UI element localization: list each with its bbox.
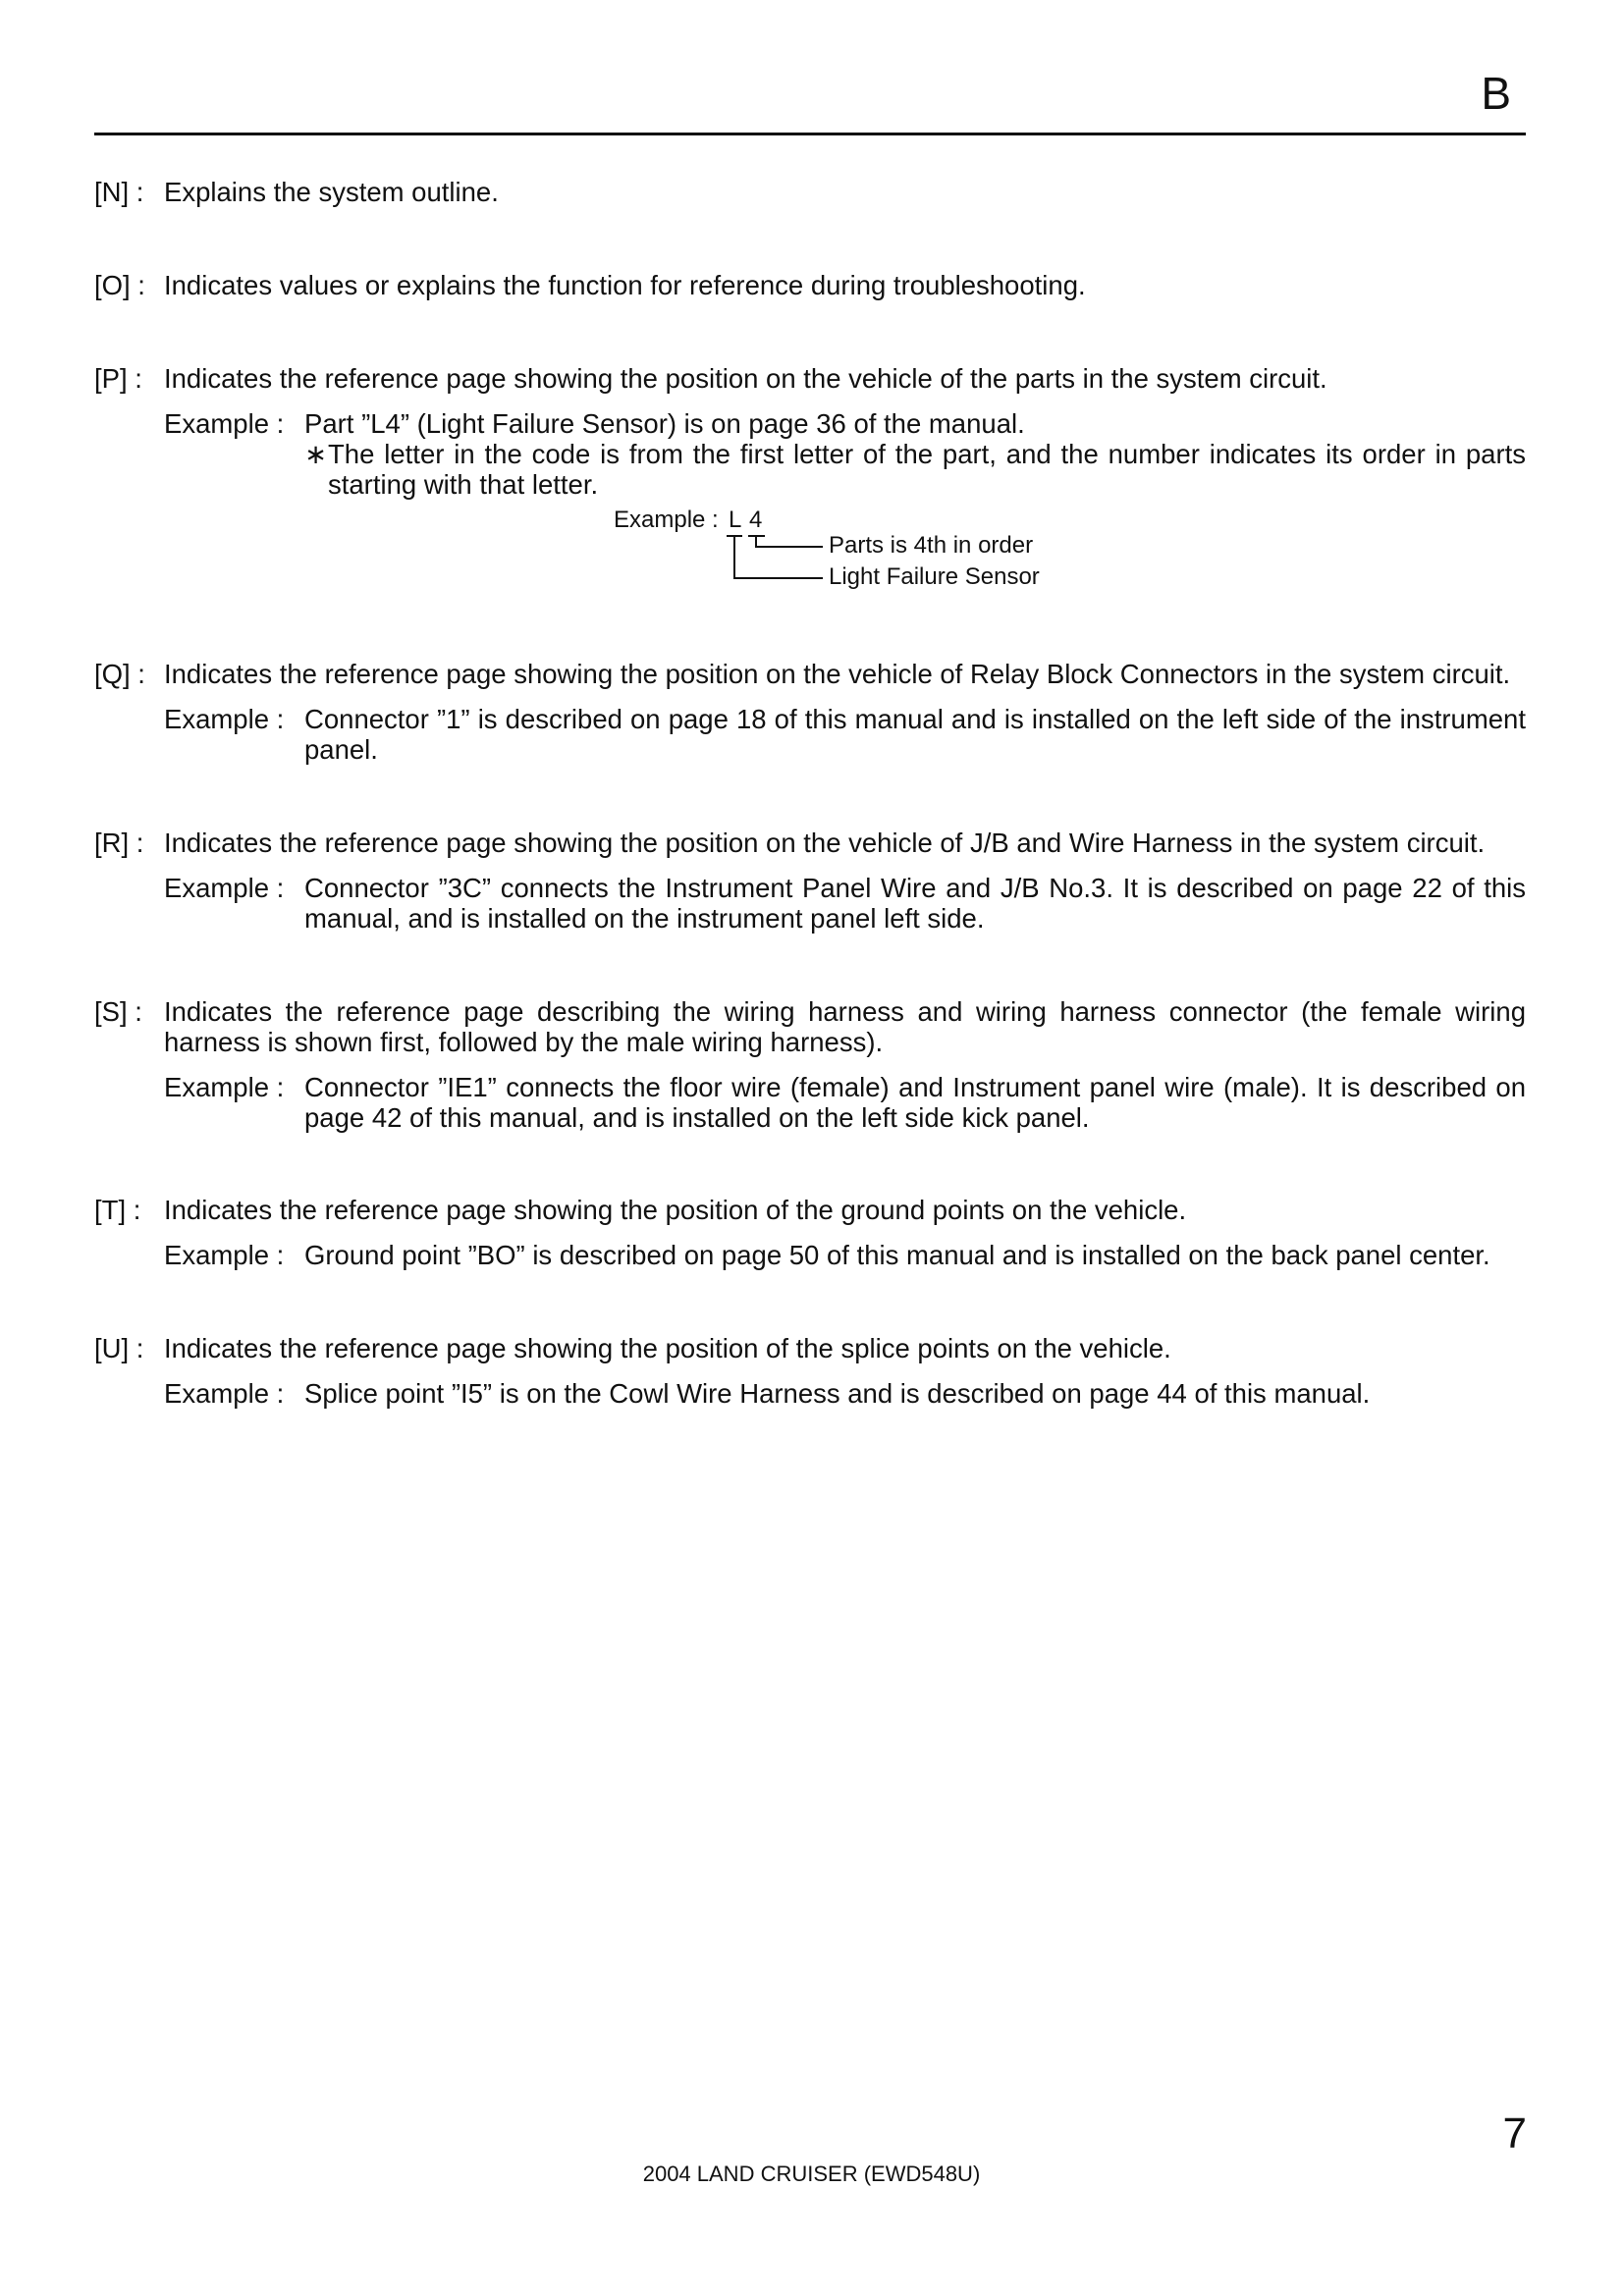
entry-tag: [O] :: [94, 270, 145, 300]
entry-tag: [T] :: [94, 1195, 141, 1225]
note-text: The letter in the code is from the first letter of the part, and the number indicates its order in parts starting with that letter.: [328, 439, 1526, 500]
entry-text: Explains the system outline.: [164, 177, 499, 207]
example: [164, 873, 1526, 934]
example-label: Example :: [164, 873, 285, 903]
entry-u: [94, 1333, 1526, 1409]
example-label: Example :: [164, 408, 285, 439]
diagram-example-label: Example :: [614, 507, 719, 533]
entry-text: Indicates the reference page describing the wiring harness and wiring harness connector (the female wiring harness is shown first, followed by the male wiring harness).: [164, 996, 1526, 1057]
entry-tag: [Q] :: [94, 659, 145, 689]
diagram-letter-meaning: Light Failure Sensor: [829, 563, 1040, 590]
example-text: Connector ”1” is described on page 18 of this manual and is installed on the left side of the instrument panel.: [304, 704, 1526, 765]
diagram-number: 4: [749, 507, 763, 533]
diagram-letter: L: [729, 507, 742, 533]
entry-q: [94, 659, 1526, 765]
entry-t: [94, 1195, 1526, 1270]
example-text: Connector ”IE1” connects the floor wire (female) and Instrument panel wire (male). It is described on page 42 of this manual, and is installed on the left side kick panel.: [304, 1072, 1526, 1133]
header-rule: [94, 133, 1526, 135]
entry-text: Indicates the reference page showing the position of the splice points on the vehicle.: [164, 1333, 1171, 1363]
entry-s: [94, 996, 1526, 1133]
entry-tag: [N] :: [94, 177, 144, 207]
page-number: 7: [1502, 2109, 1527, 2158]
example-text: Part ”L4” (Light Failure Sensor) is on page 36 of the manual.: [304, 408, 1025, 439]
example-label: Example :: [164, 1240, 285, 1270]
note: [164, 439, 1526, 500]
entry-tag: [R] :: [94, 828, 144, 858]
footer-title: 2004 LAND CRUISER (EWD548U): [642, 2162, 981, 2186]
example: [164, 1378, 1526, 1409]
code-diagram: [609, 506, 1159, 604]
diagram-number-meaning: Parts is 4th in order: [829, 532, 1034, 559]
example-label: Example :: [164, 704, 285, 734]
diagram-leader-lines: [609, 506, 1159, 604]
example: [164, 408, 1526, 439]
section-letter: B: [1481, 68, 1511, 119]
example-text: Connector ”3C” connects the Instrument Panel Wire and J/B No.3. It is described on page 22 of this manual, and is installed on the instrument panel left side.: [304, 873, 1526, 934]
entry-tag: [U] :: [94, 1333, 144, 1363]
example-label: Example :: [164, 1072, 285, 1102]
entry-text: Indicates values or explains the function for reference during troubleshooting.: [164, 270, 1086, 300]
example-text: Ground point ”BO” is described on page 50 of this manual and is installed on the back panel center.: [304, 1240, 1490, 1270]
example: [164, 1072, 1526, 1133]
example-label: Example :: [164, 1378, 285, 1409]
entry-tag: [P] :: [94, 363, 142, 394]
example: [164, 704, 1526, 765]
entry-p: [94, 363, 1526, 500]
example-text: Splice point ”I5” is on the Cowl Wire Harness and is described on page 44 of this manual.: [304, 1378, 1371, 1409]
asterisk-icon: ∗: [304, 439, 328, 469]
entry-n: [94, 177, 1526, 207]
entry-o: [94, 270, 1526, 300]
entry-text: Indicates the reference page showing the position of the ground points on the vehicle.: [164, 1195, 1187, 1225]
example: [164, 1240, 1526, 1270]
entry-text: Indicates the reference page showing the position on the vehicle of the parts in the system circuit.: [164, 363, 1327, 394]
entry-text: Indicates the reference page showing the position on the vehicle of Relay Block Connectors in the system circuit.: [164, 659, 1511, 689]
entry-tag: [S] :: [94, 996, 142, 1027]
entry-r: [94, 828, 1526, 934]
entry-text: Indicates the reference page showing the position on the vehicle of J/B and Wire Harness in the system circuit.: [164, 828, 1486, 858]
